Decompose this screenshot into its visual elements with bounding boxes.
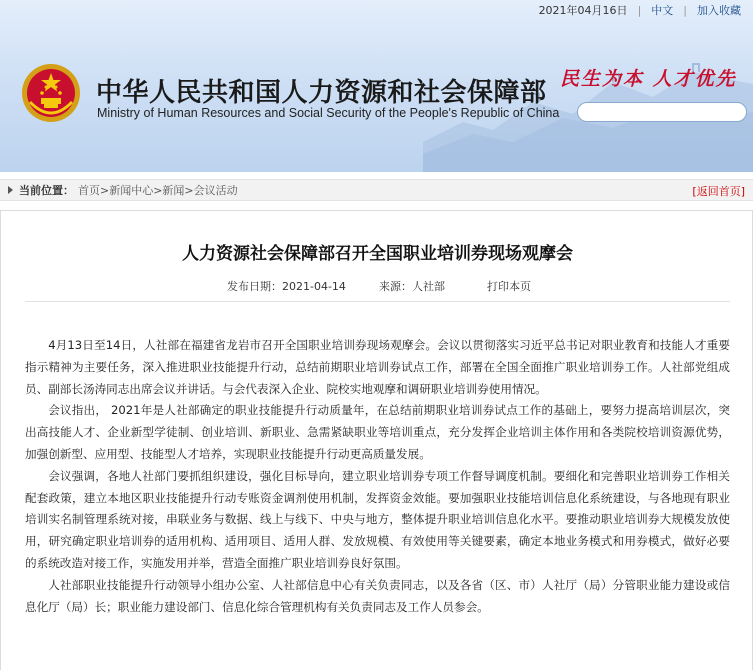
top-bar: 2021年04月16日 | 中文 | 加入收藏: [538, 3, 741, 17]
site-title-chinese: 中华人民共和国人力资源和社会保障部: [96, 78, 547, 108]
national-emblem-icon: [20, 62, 82, 124]
article-paragraph: 会议指出， 2021年是人社部确定的职业技能提升行动质量年，在总结前期职业培训券试点工作的基础上，要努力提高培训层次，突出高技能人才、企业新型学徒制、创业培训、新职业、急需紧缺职业等培训重点，充分发挥企业培训主体作用和各类院校培训资源优势，加强创新型、应用型、技能型人才培养，实现职业技能提升行动更高质量发展。: [25, 403, 730, 461]
breadcrumb-path[interactable]: 首页>新闻中心>新闻>会议活动: [78, 184, 238, 197]
article-title: 人力资源社会保障部召开全国职业培训券现场观摩会: [182, 244, 573, 264]
article-paragraph: 会议强调，各地人社部门要抓组织建设，强化目标导向，建立职业培训券专项工作督导调度机制。要细化和完善职业培训券工作相关配套政策，建立本地区职业技能提升行动专账资金调剂使用机制，发挥资金效能。要加强职业技能培训信息化系统建设，与各地现有职业培训实名制管理系统对接，串联业务与数据、线上与线下、中央与地方，整体提升职业培训信息化水平。要推动职业培训券大规模发放使用，研究确定职业培训券的适用机构、适用项目、适用人群、发放规模、有效使用等关键要素，确定本地业务模式和用券模式，做好必要的系统改造对接工作，实施发用并举，营造全面推广职业培训券良好氛围。: [25, 468, 730, 570]
add-favorite-link[interactable]: 加入收藏: [697, 4, 741, 17]
article-paragraph: 4月13日至14日，人社部在福建省龙岩市召开全国职业培训券现场观摩会。会议以贯彻落实习近平总书记对职业教育和技能人才重要指示精神为主要任务，深入推进职业技能提升行动，总结前期职业培训券试点工作，部署在全国全面推广职业培训券工作。人社部党组成员、副部长汤涛同志出席会议并讲话。与会代表深入企业、院校实地观摩和调研职业培训券使用情况。: [25, 338, 730, 396]
chinese-language-link[interactable]: 中文: [651, 4, 674, 17]
site-header: [0, 0, 753, 172]
search-box[interactable]: [577, 102, 747, 122]
slogan: 民生为本 人才优先: [560, 68, 737, 90]
back-home-link[interactable]: [返回首页]: [692, 185, 745, 198]
divider: [25, 301, 730, 302]
search-input[interactable]: [588, 105, 738, 119]
article-paragraph: 人社部职业技能提升行动领导小组办公室、人社部信息中心有关负责同志，以及各省（区、市）人社厅（局）分管职业能力建设或信息化厅（局）长；职业能力建设部门、信息化综合管理机构有关负责同志及工作人员参会。: [25, 577, 730, 614]
breadcrumb-label: 当前位置：: [19, 184, 74, 197]
article-body: [25, 335, 730, 618]
site-title-english: Ministry of Human Resources and Social Security of the People's Republic of China: [97, 106, 560, 120]
triangle-right-icon: [8, 186, 13, 194]
print-page-link[interactable]: 打印本页: [487, 280, 531, 293]
current-date: 2021年04月16日: [538, 4, 628, 17]
article-container: [0, 210, 753, 670]
breadcrumb: [0, 179, 753, 201]
article-source: 来源：人社部: [379, 280, 445, 293]
publish-date: 发布日期：2021-04-14: [227, 280, 346, 293]
